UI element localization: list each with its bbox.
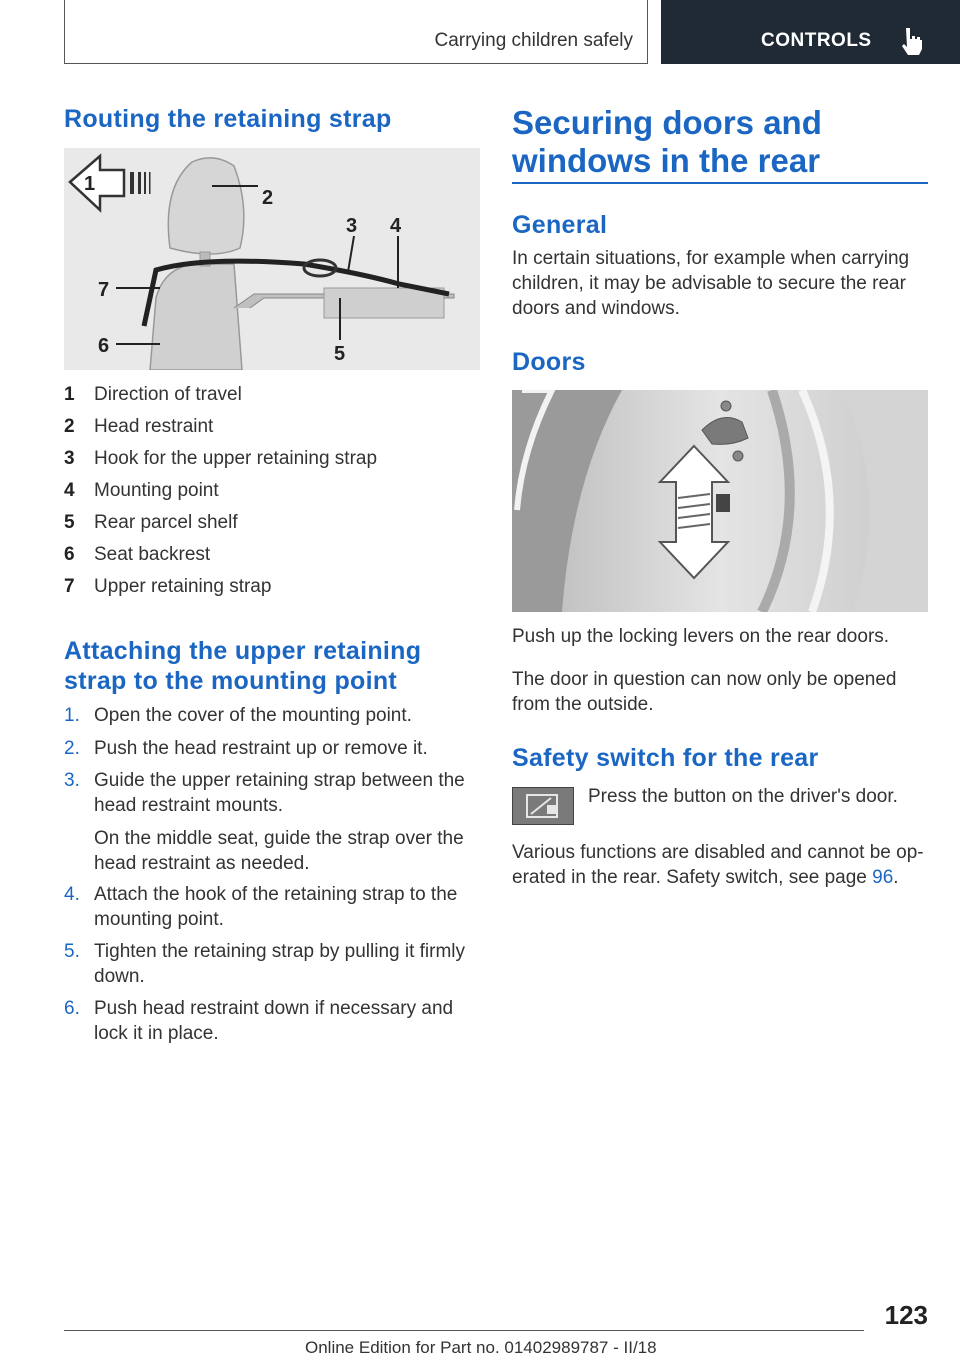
header-section-box (64, 0, 648, 64)
doors-text-2: The door in question can now only be opened from the outside. (512, 669, 897, 715)
text-line: Various functions are disabled and cannot be op- (512, 842, 924, 863)
step-number: 4. (64, 884, 80, 905)
title-line: Securing doors and (512, 104, 822, 141)
heading-line: Attaching the upper retaining (64, 637, 422, 665)
step-text: Guide the upper retaining strap between the head restraint mounts. (94, 770, 465, 816)
legend-text: Hook for the upper retaining strap (94, 448, 378, 469)
step-item (64, 939, 474, 989)
step-item (64, 736, 474, 761)
legend-number: 7 (64, 576, 75, 597)
doors-text-1: Push up the locking levers on the rear doors. (512, 626, 890, 647)
step-number: 3. (64, 770, 80, 791)
callout-3: 3 (346, 215, 358, 237)
text-span: erated in the rear. Safety switch, see page (512, 867, 873, 888)
legend-number: 4 (64, 480, 75, 501)
legend-number: 6 (64, 544, 75, 565)
text-line (512, 865, 932, 890)
step-text: Attach the hook of the retaining strap to the mounting point. (94, 884, 458, 930)
title-rule (512, 182, 928, 184)
callout-4: 4 (390, 215, 402, 237)
step-item (64, 882, 474, 932)
step-number: 1. (64, 705, 80, 726)
legend-text: Mounting point (94, 480, 219, 501)
page-link[interactable]: 96 (872, 867, 894, 888)
figure-door-lock (512, 390, 928, 612)
retaining-strap-illustration (64, 148, 480, 370)
legend-item (64, 512, 238, 534)
legend-text: Direction of travel (94, 384, 242, 405)
step-text: Push head restraint down if necessary and lock it in place. (94, 998, 454, 1044)
step-item (64, 996, 474, 1046)
heading-line: strap to the mounting point (64, 667, 398, 695)
step-text: Push the head restraint up or remove it. (94, 738, 428, 759)
callout-1: 1 (84, 173, 96, 195)
legend-number: 5 (64, 512, 75, 533)
step-item (64, 703, 474, 728)
legend-number: 3 (64, 448, 75, 469)
legend-item (64, 384, 242, 406)
heading-general: General (512, 211, 608, 239)
legend-text: Upper retaining strap (94, 576, 272, 597)
legend-text: Head restraint (94, 416, 214, 437)
step-number: 6. (64, 998, 80, 1019)
window-lock-icon (512, 787, 574, 825)
legend-item (64, 576, 271, 598)
callout-2: 2 (262, 187, 274, 209)
legend-number: 2 (64, 416, 75, 437)
step-text: Tighten the retaining strap by pulling it firmly down. (94, 941, 466, 987)
legend-text: Rear parcel shelf (94, 512, 238, 533)
safety-text-2 (512, 840, 932, 890)
callout-6: 6 (98, 335, 110, 357)
door-lock-illustration (512, 390, 928, 612)
step-number: 2. (64, 738, 80, 759)
footer-rule (64, 1330, 864, 1331)
header-section-title: Carrying children safely (434, 30, 633, 51)
step-note: On the middle seat, guide the strap over the head restraint as needed. (94, 828, 464, 874)
page-title (512, 104, 822, 180)
legend-item (64, 448, 377, 470)
step-item (64, 768, 474, 876)
legend-text: Seat backrest (94, 544, 211, 565)
pointing-hand-icon (897, 26, 925, 56)
header-chapter-box (661, 0, 960, 64)
legend-item (64, 416, 213, 438)
figure-retaining-strap (64, 148, 480, 370)
heading-routing-strap: Routing the retaining strap (64, 105, 392, 133)
callout-5: 5 (334, 343, 346, 365)
heading-attaching-strap (64, 636, 421, 696)
legend-item (64, 544, 210, 566)
header-chapter-label: CONTROLS (761, 30, 872, 51)
step-text: Open the cover of the mounting point. (94, 705, 412, 726)
heading-doors: Doors (512, 348, 586, 376)
general-text: In certain situations, for example when carrying children, it may be advisable to secure the rear doors and windows. (512, 248, 910, 319)
heading-safety-switch: Safety switch for the rear (512, 744, 819, 772)
callout-7: 7 (98, 279, 110, 301)
text-span: . (893, 867, 899, 888)
step-number: 5. (64, 941, 80, 962)
page-number: 123 (884, 1300, 928, 1330)
legend-number: 1 (64, 384, 75, 405)
safety-text-1: Press the button on the driver's door. (588, 786, 898, 807)
legend-item (64, 480, 219, 502)
title-line: windows in the rear (512, 142, 821, 179)
footer-edition: Online Edition for Part no. 01402989787 - II/18 (305, 1338, 657, 1357)
